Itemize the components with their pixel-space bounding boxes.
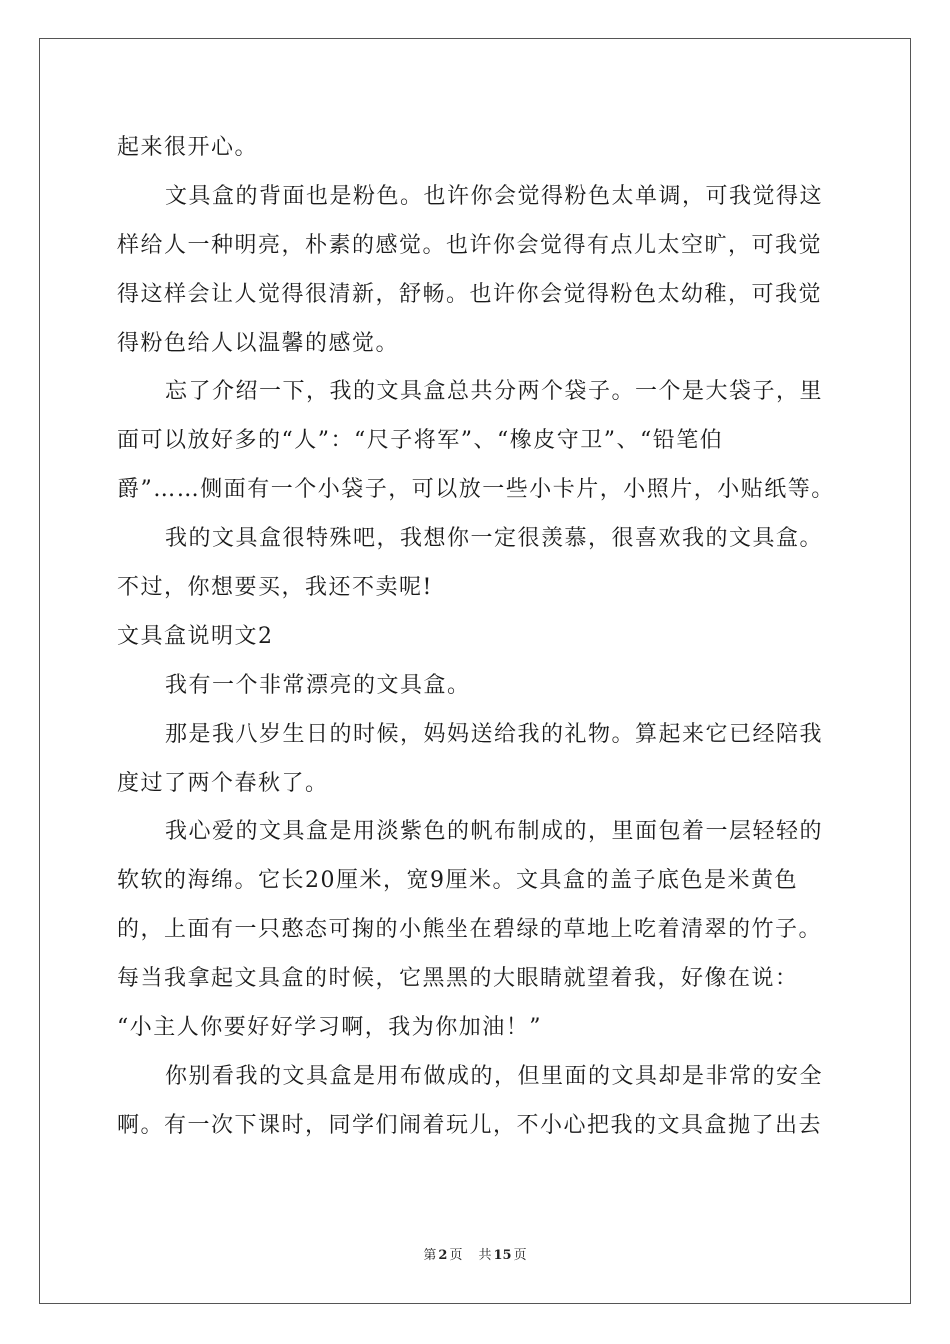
document-body	[117, 124, 839, 1151]
text-line-4: 得这样会让人觉得很清新，舒畅。也许你会觉得粉色太幼稚，可我觉	[117, 281, 823, 307]
text-line-17: 的，上面有一只憨态可掬的小熊坐在碧绿的草地上吃着清翠的竹子。	[117, 917, 823, 943]
footer-page-prefix: 第	[423, 1248, 437, 1263]
text-line-8: 爵”……侧面有一个小袋子，可以放一些小卡片，小照片，小贴纸等。	[117, 477, 835, 503]
text-line-20: 你别看我的文具盒是用布做成的，但里面的文具却是非常的安全	[165, 1063, 824, 1089]
section-heading: 文具盒说明文2	[117, 623, 274, 649]
text-line-18: 每当我拿起文具盒的时候，它黑黑的大眼睛就望着我，好像在说：	[117, 966, 799, 992]
text-line-19: “小主人你要好好学习啊，我为你加油！”	[117, 1015, 542, 1041]
text-line-16: 软软的海绵。它长20厘米，宽9厘米。文具盒的盖子底色是米黄色	[117, 868, 798, 894]
footer-total-pages: 15	[493, 1248, 512, 1263]
text-line-14: 度过了两个春秋了。	[117, 770, 329, 796]
footer-page-suffix: 页	[449, 1248, 463, 1263]
text-line-12: 我有一个非常漂亮的文具盒。	[165, 672, 471, 698]
footer-total-prefix: 共	[478, 1248, 492, 1263]
text-line-9: 我的文具盒很特殊吧，我想你一定很羡慕，很喜欢我的文具盒。	[165, 526, 824, 552]
text-line-3: 样给人一种明亮，朴素的感觉。也许你会觉得有点儿太空旷，可我觉	[117, 232, 823, 258]
text-line-5: 得粉色给人以温馨的感觉。	[117, 330, 400, 356]
page-footer	[0, 1247, 950, 1265]
footer-total-suffix: 页	[513, 1248, 527, 1263]
text-line-13: 那是我八岁生日的时候，妈妈送给我的礼物。算起来它已经陪我	[165, 721, 824, 747]
text-line-1: 起来很开心。	[117, 135, 259, 160]
text-line-15: 我心爱的文具盒是用淡紫色的帆布制成的，里面包着一层轻轻的	[165, 819, 824, 845]
text-line-21: 啊。有一次下课时，同学们闹着玩儿，不小心把我的文具盒抛了出去	[117, 1112, 823, 1138]
text-line-2: 文具盒的背面也是粉色。也许你会觉得粉色太单调，可我觉得这	[165, 183, 824, 209]
text-line-10: 不过，你想要买，我还不卖呢!	[117, 575, 433, 601]
footer-page-number: 2	[438, 1248, 448, 1263]
text-line-7: 面可以放好多的“人”：“尺子将军”、“橡皮守卫”、“铅笔伯	[117, 428, 724, 454]
text-line-6: 忘了介绍一下，我的文具盒总共分两个袋子。一个是大袋子，里	[165, 379, 824, 405]
